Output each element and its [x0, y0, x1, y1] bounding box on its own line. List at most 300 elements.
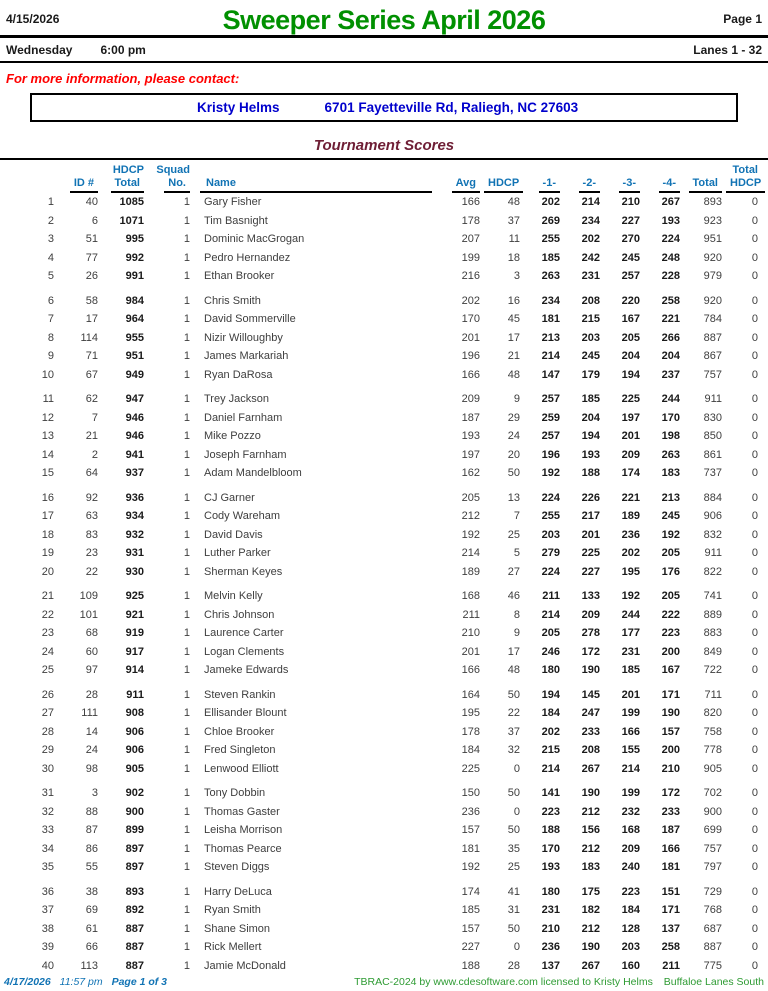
- cell-avg: 195: [461, 707, 480, 719]
- table-row: [8, 483, 760, 508]
- cell-id: 71: [85, 350, 98, 362]
- cell-squad: 1: [183, 627, 190, 639]
- cell-rank: 20: [41, 565, 54, 578]
- cell-squad: 1: [183, 270, 190, 282]
- col-g3: -3-: [602, 177, 642, 193]
- cell-rank: 34: [41, 842, 54, 855]
- cell-avg: 164: [461, 688, 480, 701]
- cell-squad: 1: [183, 590, 190, 602]
- cell-game-4: 228: [661, 270, 680, 282]
- cell-name: Leisha Morrison: [204, 824, 283, 836]
- cell-hdcp-total: 906: [125, 725, 144, 738]
- cell-hdcp: 5: [513, 547, 520, 559]
- cell-hdcp: 41: [507, 885, 520, 898]
- cell-avg: 201: [461, 331, 480, 344]
- cell-rank: 24: [41, 645, 54, 658]
- cell-hdcp: 29: [507, 411, 520, 424]
- col-id: ID #: [56, 177, 100, 193]
- cell-name: Trey Jackson: [204, 393, 270, 405]
- cell-avg: 236: [461, 805, 480, 818]
- cell-game-1: 269: [541, 214, 560, 227]
- cell-avg: 178: [461, 214, 480, 227]
- cell-total-hdcp: 0: [751, 214, 758, 227]
- cell-hdcp-total: 897: [125, 842, 144, 855]
- table-row: [8, 606, 760, 625]
- cell-game-3: 210: [621, 196, 640, 208]
- cell-avg: 216: [461, 270, 480, 282]
- cell-game-2: 233: [581, 725, 600, 738]
- cell-avg: 202: [461, 294, 480, 307]
- cell-game-2: 182: [581, 904, 600, 916]
- cell-game-4: 213: [661, 491, 680, 504]
- cell-total-hdcp: 0: [751, 528, 758, 541]
- cell-name: David Sommerville: [204, 313, 296, 325]
- col-hdcp: HDCP: [482, 177, 522, 193]
- table-row: [8, 544, 760, 563]
- cell-game-2: 194: [581, 430, 600, 442]
- cell-hdcp: 16: [507, 294, 520, 307]
- cell-avg: 199: [461, 251, 480, 264]
- cell-total-hdcp: 0: [751, 664, 758, 676]
- cell-hdcp-total: 908: [125, 707, 144, 719]
- cell-hdcp: 28: [507, 959, 520, 972]
- cell-game-1: 231: [541, 904, 560, 916]
- cell-squad: 1: [183, 368, 190, 381]
- cell-game-4: 237: [661, 368, 680, 381]
- cell-game-1: 147: [541, 368, 560, 381]
- cell-id: 28: [85, 688, 98, 701]
- footer-date: 4/17/2026: [4, 976, 51, 988]
- cell-game-4: 193: [661, 214, 680, 227]
- cell-squad: 1: [183, 214, 190, 227]
- cell-game-2: 231: [581, 270, 600, 282]
- cell-game-4: 167: [661, 664, 680, 676]
- cell-squad: 1: [183, 393, 190, 405]
- cell-game-4: 190: [661, 707, 680, 719]
- cell-total: 722: [703, 664, 722, 676]
- cell-game-3: 214: [621, 762, 640, 775]
- cell-squad: 1: [183, 313, 190, 325]
- cell-squad: 1: [183, 959, 190, 972]
- cell-game-3: 223: [621, 885, 640, 898]
- cell-id: 111: [81, 707, 98, 719]
- cell-squad: 1: [183, 645, 190, 658]
- cell-hdcp: 50: [507, 467, 520, 479]
- cell-total: 768: [703, 904, 722, 916]
- cell-total: 711: [704, 688, 722, 701]
- cell-game-1: 263: [541, 270, 560, 282]
- session-time: 6:00 pm: [100, 43, 146, 57]
- table-row: [8, 661, 760, 680]
- col-g4: -4-: [642, 177, 682, 193]
- cell-total: 887: [703, 331, 722, 344]
- cell-squad: 1: [183, 294, 190, 307]
- cell-game-4: 172: [661, 787, 680, 799]
- session-day-time: [6, 43, 146, 57]
- cell-game-2: 133: [581, 590, 600, 602]
- cell-game-1: 214: [541, 608, 560, 621]
- col-name-top: [192, 164, 434, 177]
- cell-game-4: 210: [661, 762, 680, 775]
- cell-avg: 170: [461, 313, 480, 325]
- cell-hdcp: 32: [507, 744, 520, 756]
- cell-hdcp: 18: [507, 251, 520, 264]
- cell-total-hdcp: 0: [751, 922, 758, 935]
- cell-game-4: 245: [661, 510, 680, 522]
- cell-squad: 1: [183, 331, 190, 344]
- cell-avg: 184: [461, 744, 480, 756]
- cell-total-hdcp: 0: [751, 885, 758, 898]
- col-id-top: [56, 164, 100, 177]
- cell-id: 113: [80, 959, 98, 972]
- cell-total-hdcp: 0: [751, 688, 758, 701]
- cell-game-4: 198: [661, 430, 680, 442]
- cell-rank: 5: [47, 270, 54, 282]
- cell-total-hdcp: 0: [751, 762, 758, 775]
- table-row: [8, 643, 760, 662]
- cell-name: Daniel Farnham: [204, 411, 283, 424]
- cell-hdcp: 45: [507, 313, 520, 325]
- cell-avg: 174: [461, 885, 480, 898]
- cell-total-hdcp: 0: [751, 842, 758, 855]
- cell-game-1: 205: [541, 627, 560, 639]
- cell-id: 61: [85, 922, 98, 935]
- cell-name: Chris Smith: [204, 294, 261, 307]
- cell-total: 911: [704, 547, 722, 559]
- cell-game-2: 212: [581, 805, 600, 818]
- cell-hdcp: 37: [507, 214, 520, 227]
- cell-game-1: 255: [541, 510, 560, 522]
- cell-game-2: 203: [581, 331, 600, 344]
- cell-total-hdcp: 0: [751, 331, 758, 344]
- cell-game-3: 177: [621, 627, 640, 639]
- cell-hdcp: 0: [513, 941, 520, 953]
- cell-hdcp-total: 887: [125, 922, 144, 935]
- cell-squad: 1: [183, 805, 190, 818]
- cell-game-3: 231: [621, 645, 640, 658]
- cell-game-3: 236: [621, 528, 640, 541]
- cell-game-2: 156: [581, 824, 600, 836]
- table-row: [8, 212, 760, 231]
- cell-squad: 1: [183, 885, 190, 898]
- cell-total-hdcp: 0: [751, 491, 758, 504]
- cell-total-hdcp: 0: [751, 645, 758, 658]
- cell-game-1: 213: [541, 331, 560, 344]
- cell-hdcp: 11: [508, 233, 520, 245]
- report-footer: [0, 976, 768, 988]
- footer-page: Page 1 of 3: [111, 976, 168, 988]
- cell-game-3: 174: [621, 467, 640, 479]
- cell-hdcp: 50: [507, 824, 520, 836]
- cell-id: 87: [85, 824, 98, 836]
- table-row: [8, 760, 760, 779]
- cell-total: 822: [703, 565, 722, 578]
- cell-total: 741: [703, 590, 722, 602]
- cell-hdcp-total: 941: [125, 448, 144, 461]
- table-row: [8, 249, 760, 268]
- cell-game-1: 234: [541, 294, 560, 307]
- cell-avg: 212: [461, 510, 480, 522]
- cell-rank: 28: [41, 725, 54, 738]
- contact-box: [30, 93, 738, 122]
- cell-rank: 31: [41, 787, 54, 799]
- cell-hdcp: 0: [513, 762, 520, 775]
- cell-rank: 25: [41, 664, 54, 676]
- cell-squad: 1: [183, 824, 190, 836]
- cell-rank: 39: [41, 941, 54, 953]
- session-row: [0, 38, 768, 61]
- cell-id: 60: [85, 645, 98, 658]
- cell-squad: 1: [183, 411, 190, 424]
- cell-id: 40: [85, 196, 98, 208]
- cell-game-2: 193: [581, 448, 600, 461]
- cell-total: 920: [703, 294, 722, 307]
- cell-squad: 1: [183, 565, 190, 578]
- cell-game-2: 172: [581, 645, 600, 658]
- cell-id: 51: [85, 233, 98, 245]
- cell-avg: 192: [461, 861, 480, 873]
- cell-hdcp-total: 925: [125, 590, 144, 602]
- cell-game-2: 226: [581, 491, 600, 504]
- cell-game-3: 160: [621, 959, 640, 972]
- cell-avg: 178: [461, 725, 480, 738]
- cell-total: 850: [703, 430, 722, 442]
- cell-hdcp-total: 934: [125, 510, 144, 522]
- cell-squad: 1: [183, 251, 190, 264]
- table-row: [8, 803, 760, 822]
- cell-squad: 1: [183, 430, 190, 442]
- cell-rank: 36: [41, 885, 54, 898]
- cell-hdcp-total: 937: [125, 467, 144, 479]
- cell-rank: 40: [41, 959, 54, 972]
- cell-game-2: 201: [581, 528, 600, 541]
- cell-avg: 211: [462, 608, 480, 621]
- col-hdcp-top: [482, 164, 522, 177]
- cell-game-2: 190: [581, 664, 600, 676]
- cell-hdcp: 25: [507, 861, 520, 873]
- cell-hdcp: 48: [507, 664, 520, 676]
- table-row: [8, 840, 760, 859]
- cell-squad: 1: [183, 528, 190, 541]
- cell-id: 83: [85, 528, 98, 541]
- cell-avg: 166: [461, 368, 480, 381]
- cell-hdcp: 24: [507, 430, 520, 442]
- cell-game-3: 227: [621, 214, 640, 227]
- cell-name: Pedro Hernandez: [204, 251, 291, 264]
- cell-game-2: 278: [581, 627, 600, 639]
- cell-id: 66: [85, 941, 98, 953]
- cell-total-hdcp: 0: [751, 861, 758, 873]
- cell-game-1: 214: [541, 762, 560, 775]
- cell-total: 920: [703, 251, 722, 264]
- cell-total-hdcp: 0: [751, 805, 758, 818]
- table-row: [8, 384, 760, 409]
- cell-game-4: 258: [661, 294, 680, 307]
- cell-hdcp: 22: [507, 707, 520, 719]
- cell-avg: 162: [461, 467, 480, 479]
- cell-game-3: 221: [621, 491, 640, 504]
- cell-hdcp: 20: [507, 448, 520, 461]
- cell-squad: 1: [183, 762, 190, 775]
- cell-total: 778: [703, 744, 722, 756]
- cell-game-4: 205: [661, 590, 680, 602]
- table-row: [8, 427, 760, 446]
- col-squad: No.: [146, 177, 192, 193]
- cell-total: 979: [703, 270, 722, 282]
- cell-game-1: 224: [541, 491, 560, 504]
- cell-name: Ryan DaRosa: [204, 368, 273, 381]
- cell-squad: 1: [183, 904, 190, 916]
- cell-total-hdcp: 0: [751, 294, 758, 307]
- cell-game-1: 180: [541, 885, 560, 898]
- cell-game-3: 155: [621, 744, 640, 756]
- cell-game-4: 200: [661, 645, 680, 658]
- table-row: [8, 877, 760, 902]
- cell-game-2: 234: [581, 214, 600, 227]
- cell-hdcp-total: 897: [125, 861, 144, 873]
- cell-rank: 9: [47, 350, 54, 362]
- cell-game-4: 223: [661, 627, 680, 639]
- cell-hdcp-total: 932: [125, 528, 144, 541]
- cell-rank: 18: [41, 528, 54, 541]
- cell-squad: 1: [183, 941, 190, 953]
- cell-game-4: 222: [661, 608, 680, 621]
- cell-game-3: 128: [621, 922, 640, 935]
- cell-game-3: 209: [621, 448, 640, 461]
- cell-avg: 150: [461, 787, 480, 799]
- cell-avg: 192: [461, 528, 480, 541]
- contact-address: 6701 Fayetteville Rd, Raliegh, NC 27603: [324, 100, 579, 115]
- cell-total-hdcp: 0: [751, 393, 758, 405]
- session-day: Wednesday: [6, 43, 73, 57]
- cell-hdcp-total: 995: [125, 233, 144, 245]
- cell-game-4: 157: [661, 725, 680, 738]
- cell-hdcp-total: 921: [125, 608, 144, 621]
- cell-id: 22: [85, 565, 98, 578]
- cell-name: Joseph Farnham: [204, 448, 287, 461]
- col-g1: -1-: [522, 177, 562, 193]
- cell-total: 775: [703, 959, 722, 972]
- cell-hdcp: 3: [513, 270, 520, 282]
- cell-total-hdcp: 0: [751, 565, 758, 578]
- cell-id: 114: [80, 331, 98, 344]
- cell-id: 63: [85, 510, 98, 522]
- cell-hdcp-total: 951: [125, 350, 144, 362]
- cell-hdcp-total: 905: [125, 762, 144, 775]
- page-number: Page 1: [723, 12, 762, 26]
- cell-avg: 214: [461, 547, 480, 559]
- cell-hdcp-total: 1085: [119, 196, 144, 208]
- cell-name: Ryan Smith: [204, 904, 261, 916]
- cell-id: 3: [91, 787, 98, 799]
- cell-total: 757: [703, 368, 722, 381]
- cell-rank: 6: [47, 294, 54, 307]
- cell-game-1: 170: [541, 842, 560, 855]
- cell-rank: 27: [41, 707, 54, 719]
- cell-total: 784: [703, 313, 722, 325]
- cell-game-4: 263: [661, 448, 680, 461]
- cell-total: 758: [703, 725, 722, 738]
- table-row: [8, 680, 760, 705]
- cell-squad: 1: [183, 725, 190, 738]
- cell-game-3: 168: [621, 824, 640, 836]
- cell-id: 26: [85, 270, 98, 282]
- cell-total: 702: [703, 787, 722, 799]
- cell-hdcp: 50: [507, 688, 520, 701]
- cell-game-2: 208: [581, 294, 600, 307]
- cell-game-2: 145: [581, 688, 600, 701]
- table-row: [8, 267, 760, 286]
- cell-squad: 1: [183, 350, 190, 362]
- cell-game-4: 192: [661, 528, 680, 541]
- cell-rank: 30: [41, 762, 54, 775]
- cell-game-3: 240: [621, 861, 640, 873]
- cell-total: 687: [703, 922, 722, 935]
- cell-total: 884: [703, 491, 722, 504]
- cell-hdcp-total: 946: [125, 430, 144, 442]
- cell-game-4: 176: [661, 565, 680, 578]
- table-row: [8, 581, 760, 606]
- cell-avg: 181: [461, 842, 480, 855]
- cell-total-hdcp: 0: [751, 744, 758, 756]
- footer-license: [354, 976, 764, 988]
- cell-total-hdcp: 0: [751, 270, 758, 282]
- cell-hdcp-total: 919: [125, 627, 144, 639]
- cell-hdcp: 17: [507, 331, 520, 344]
- col-g3-top: [602, 164, 642, 177]
- cell-avg: 207: [461, 233, 480, 245]
- cell-game-3: 192: [621, 590, 640, 602]
- cell-squad: 1: [183, 707, 190, 719]
- cell-avg: 157: [461, 824, 480, 836]
- cell-name: Laurence Carter: [204, 627, 284, 639]
- cell-id: 7: [91, 411, 98, 424]
- cell-hdcp: 37: [507, 725, 520, 738]
- cell-total-hdcp: 0: [751, 510, 758, 522]
- table-row: [8, 704, 760, 723]
- cell-total-hdcp: 0: [751, 824, 758, 836]
- cell-squad: 1: [183, 448, 190, 461]
- cell-game-4: 248: [661, 251, 680, 264]
- cell-rank: 37: [41, 904, 54, 916]
- cell-name: Harry DeLuca: [204, 885, 272, 898]
- footer-time: 11:57 pm: [59, 976, 103, 988]
- cell-game-1: 215: [541, 744, 560, 756]
- cell-hdcp-total: 984: [125, 294, 144, 307]
- cell-id: 97: [85, 664, 98, 676]
- footer-left: [4, 976, 167, 988]
- cell-name: Thomas Gaster: [204, 805, 280, 818]
- cell-total-hdcp: 0: [751, 627, 758, 639]
- cell-game-2: 188: [581, 467, 600, 479]
- cell-hdcp: 46: [507, 590, 520, 602]
- cell-game-3: 232: [621, 805, 640, 818]
- cell-hdcp: 9: [513, 627, 520, 639]
- cell-squad: 1: [183, 922, 190, 935]
- cell-total: 951: [703, 233, 722, 245]
- cell-hdcp-total: 946: [125, 411, 144, 424]
- cell-hdcp-total: 936: [125, 491, 144, 504]
- cell-rank: 11: [42, 393, 54, 405]
- cell-game-3: 245: [621, 251, 640, 264]
- cell-name: Jameke Edwards: [204, 664, 289, 676]
- table-row: [8, 920, 760, 939]
- table-row: [8, 821, 760, 840]
- cell-id: 109: [79, 590, 98, 602]
- cell-total-hdcp: 0: [751, 547, 758, 559]
- cell-id: 23: [85, 547, 98, 559]
- cell-game-1: 202: [541, 196, 560, 208]
